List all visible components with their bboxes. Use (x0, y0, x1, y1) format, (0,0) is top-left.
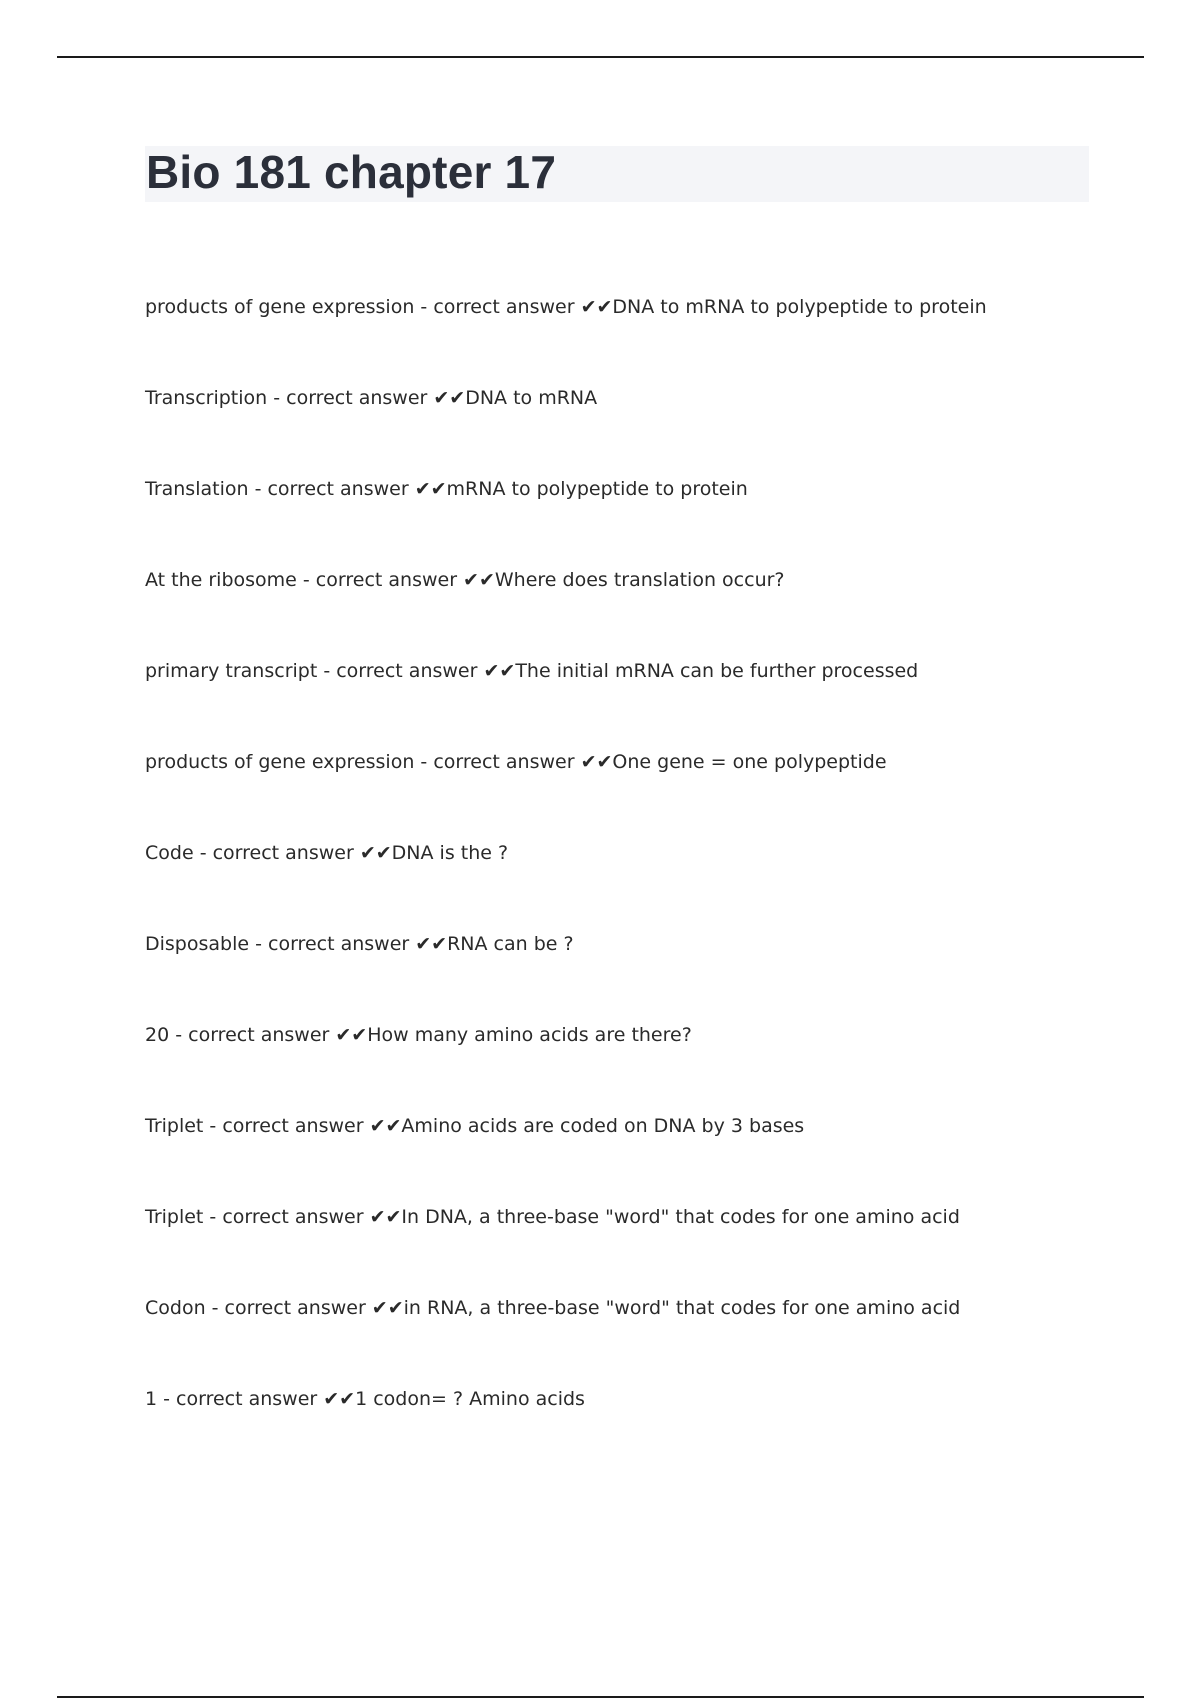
qa-list (145, 290, 1145, 1473)
check-icon: ✔✔ (369, 1206, 402, 1228)
list-item (145, 1018, 1145, 1109)
qa-answer: DNA is the ? (391, 842, 509, 864)
qa-answer: DNA to mRNA to polypeptide to protein (612, 296, 987, 318)
check-icon: ✔✔ (463, 569, 495, 591)
check-icon: ✔✔ (414, 478, 447, 500)
qa-separator: - correct answer (414, 296, 581, 318)
qa-term: Triplet (145, 1206, 204, 1228)
qa-term: Code (145, 842, 194, 864)
qa-answer: in RNA, a three-base "word" that codes for one amino acid (403, 1297, 961, 1319)
check-icon: ✔✔ (371, 1297, 404, 1319)
qa-answer: 1 codon= ? Amino acids (355, 1388, 585, 1410)
qa-separator: - correct answer (193, 842, 360, 864)
list-item (145, 1291, 1145, 1382)
qa-separator: - correct answer (248, 478, 415, 500)
qa-answer: mRNA to polypeptide to protein (446, 478, 748, 500)
qa-term: Codon (145, 1297, 206, 1319)
check-icon: ✔✔ (433, 387, 466, 409)
qa-answer: Amino acids are coded on DNA by 3 bases (401, 1115, 805, 1137)
list-item (145, 654, 1145, 745)
check-icon: ✔✔ (335, 1024, 368, 1046)
check-icon: ✔✔ (369, 1115, 402, 1137)
list-item (145, 927, 1145, 1018)
qa-term: Disposable (145, 933, 250, 955)
list-item (145, 836, 1145, 927)
qa-separator: - correct answer (317, 660, 484, 682)
qa-term: Translation (145, 478, 249, 500)
qa-answer: In DNA, a three-base "word" that codes for one amino acid (401, 1206, 960, 1228)
qa-separator: - correct answer (296, 569, 464, 591)
qa-answer: How many amino acids are there? (367, 1024, 692, 1046)
qa-answer: One gene = one polypeptide (612, 751, 887, 773)
qa-separator: - correct answer (205, 1297, 372, 1319)
qa-term: At the ribosome (145, 569, 297, 591)
check-icon: ✔✔ (580, 751, 613, 773)
qa-answer: The initial mRNA can be further processed (515, 660, 919, 682)
list-item (145, 472, 1145, 563)
top-rule (57, 56, 1144, 58)
check-icon: ✔✔ (359, 842, 392, 864)
qa-separator: - correct answer (203, 1206, 370, 1228)
qa-answer: Where does translation occur? (494, 569, 785, 591)
check-icon: ✔✔ (415, 933, 448, 955)
qa-separator: - correct answer (249, 933, 416, 955)
list-item (145, 1382, 1145, 1473)
qa-term: Triplet (145, 1115, 204, 1137)
qa-separator: - correct answer (157, 1388, 324, 1410)
list-item (145, 1109, 1145, 1200)
list-item (145, 1200, 1145, 1291)
list-item (145, 381, 1145, 472)
bottom-rule (57, 1696, 1144, 1698)
check-icon: ✔✔ (580, 296, 613, 318)
qa-separator: - correct answer (267, 387, 434, 409)
qa-term: primary transcript (145, 660, 318, 682)
qa-term: 1 (145, 1388, 158, 1410)
check-icon: ✔✔ (483, 660, 516, 682)
qa-term: products of gene expression (145, 296, 415, 318)
qa-term: 20 (145, 1024, 170, 1046)
qa-separator: - correct answer (414, 751, 581, 773)
qa-answer: RNA can be ? (447, 933, 574, 955)
page-title: Bio 181 chapter 17 (146, 146, 557, 198)
list-item (145, 563, 1145, 654)
qa-term: products of gene expression (145, 751, 415, 773)
qa-term: Transcription (145, 387, 268, 409)
qa-separator: - correct answer (203, 1115, 370, 1137)
list-item (145, 745, 1145, 836)
list-item (145, 290, 1145, 381)
qa-separator: - correct answer (169, 1024, 336, 1046)
check-icon: ✔✔ (323, 1388, 356, 1410)
qa-answer: DNA to mRNA (465, 387, 598, 409)
